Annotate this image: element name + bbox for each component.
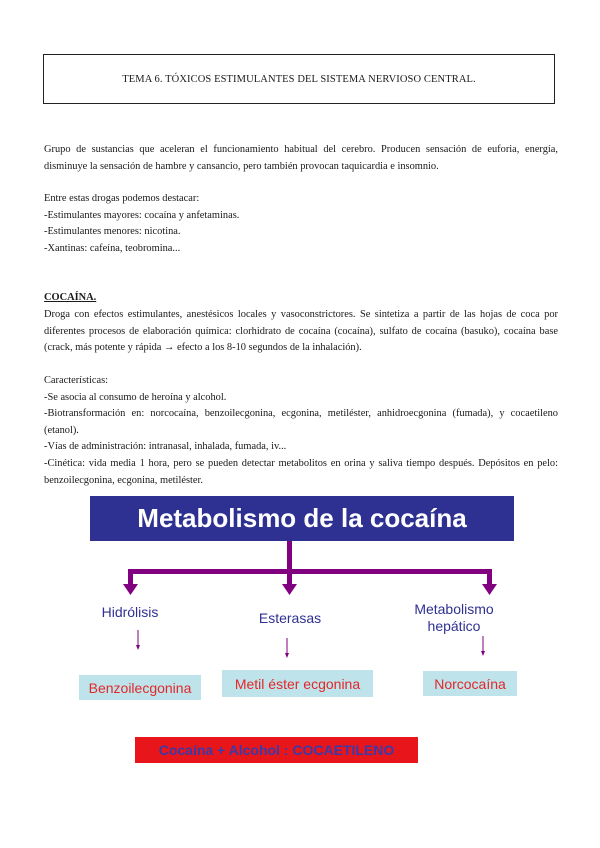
cocaina-paragraph: Droga con efectos estimulantes, anestésicos locales y vasoconstrictores. Se sintetiza a partir de las hojas de coca por diferentes procesos de elaboración química: clorhidrato de cocaína (cocaína), sulfato de cocaína (basuko), cocaína base (crack, más potente y rápida → efecto a los 8-10 segundos de la inhalación).: [44, 309, 558, 353]
caracteristicas-item: -Biotransformación en: norcocaína, benzoilecgonina, ecgonina, metiléster, anhidroecgonina (fumada), y cocaetileno (etanol).: [44, 408, 558, 436]
small-arrow-left-head: [136, 645, 140, 650]
page-title: TEMA 6. TÓXICOS ESTIMULANTES DEL SISTEMA NERVIOSO CENTRAL.: [122, 73, 476, 85]
section-heading-cocaina: COCAÍNA.: [44, 292, 97, 303]
connector-drop-left: [128, 569, 133, 586]
intro-paragraph: Grupo de sustancias que aceleran el funcionamiento habitual del cerebro. Producen sensación de euforia, energía, disminuye la sensación de hambre y cansancio, pero también provocan taquicardia e insomnio.: [44, 144, 558, 172]
caracteristicas-lead: Características:: [44, 375, 109, 386]
branch-label-esterasas: Esterasas: [258, 610, 322, 626]
caracteristicas-item: -Cinética: vida media 1 hora, pero se pueden detectar metabolitos en orina y saliva tiempo después. Depósitos en pelo: benzoilecgonina, ecgonina, metiléster.: [44, 458, 558, 486]
diagram-title: Metabolismo de la cocaína: [90, 496, 514, 541]
intro-list-item: -Xantinas: cafeína, teobromina...: [44, 243, 181, 254]
branch-label-metabolismo-hepatico: Metabolismo hepático: [414, 601, 494, 634]
arrowhead-left: [123, 584, 138, 595]
intro-list-item: -Estimulantes mayores: cocaína y anfetaminas.: [44, 210, 240, 221]
connector-drop-right: [487, 569, 492, 586]
small-arrow-middle-head: [285, 653, 289, 658]
cocaetileno-box: Cocaína + Alcohol : COCAETILENO: [135, 737, 418, 763]
intro-list-item: -Estimulantes menores: nicotina.: [44, 226, 181, 237]
caracteristicas-item: -Vías de administración: intranasal, inhalada, fumada, iv...: [44, 441, 287, 452]
result-norcocaina: Norcocaína: [423, 671, 517, 696]
arrowhead-middle: [282, 584, 297, 595]
connector-bar: [128, 569, 492, 574]
result-metil-ester-ecgonina: Metil éster ecgonina: [222, 670, 373, 697]
branch-label-hidrolisis: Hidrólisis: [101, 604, 159, 620]
small-arrow-right-head: [481, 651, 485, 656]
caracteristicas-item: -Se asocia al consumo de heroína y alcohol.: [44, 392, 227, 403]
connector-trunk: [287, 541, 292, 572]
connector-drop-middle: [287, 569, 292, 586]
page-title-box: [43, 54, 555, 104]
arrowhead-right: [482, 584, 497, 595]
result-benzoilecgonina: Benzoilecgonina: [79, 675, 201, 700]
intro-lead: Entre estas drogas podemos destacar:: [44, 193, 200, 204]
